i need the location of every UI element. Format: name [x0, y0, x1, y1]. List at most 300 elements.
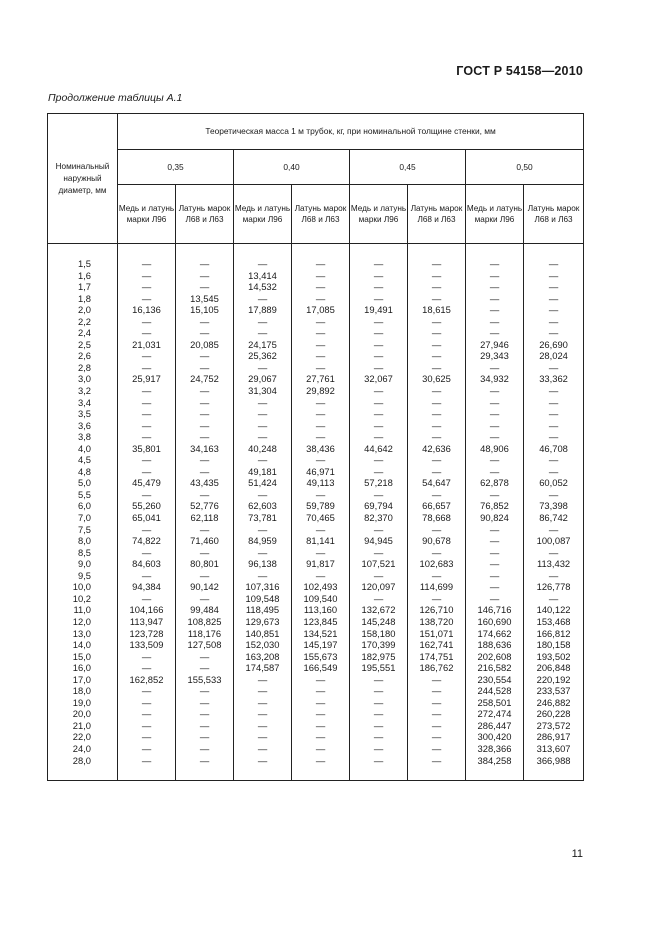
- diameter-cell: 22,0: [48, 731, 118, 743]
- mass-cell: 26,690: [524, 339, 584, 351]
- mass-cell: —: [524, 489, 584, 501]
- mass-cell: 81,141: [292, 535, 350, 547]
- mass-cell: 153,468: [524, 616, 584, 628]
- table-row: [48, 731, 584, 743]
- mass-cell: —: [524, 270, 584, 282]
- mass-cell: —: [118, 697, 176, 709]
- mass-cell: 202,608: [466, 651, 524, 663]
- mass-cell: —: [234, 362, 292, 374]
- mass-cell: —: [234, 258, 292, 270]
- mass-cell: —: [176, 397, 234, 409]
- mass-cell: —: [292, 720, 350, 732]
- table-row: [48, 743, 584, 755]
- mass-cell: —: [234, 743, 292, 755]
- mass-cell: —: [408, 466, 466, 478]
- mass-cell: 129,673: [234, 616, 292, 628]
- mass-cell: —: [350, 697, 408, 709]
- mass-cell: 15,105: [176, 304, 234, 316]
- mass-cell: —: [466, 293, 524, 305]
- table-row: [48, 304, 584, 316]
- diameter-cell: 14,0: [48, 639, 118, 651]
- mass-cell: 313,607: [524, 743, 584, 755]
- mass-cell: 17,889: [234, 304, 292, 316]
- mass-cell: 244,528: [466, 685, 524, 697]
- mass-cell: —: [408, 350, 466, 362]
- mass-cell: —: [350, 258, 408, 270]
- mass-cell: —: [176, 720, 234, 732]
- mass-cell: —: [292, 270, 350, 282]
- mass-cell: 29,892: [292, 385, 350, 397]
- mass-cell: 286,447: [466, 720, 524, 732]
- mass-cell: 127,508: [176, 639, 234, 651]
- mass-cell: 43,435: [176, 477, 234, 489]
- mass-cell: —: [466, 362, 524, 374]
- mass-cell: —: [234, 524, 292, 536]
- material-brass-header: Латунь марок Л68 и Л63: [524, 185, 584, 244]
- mass-cell: —: [466, 408, 524, 420]
- diameter-cell: 18,0: [48, 685, 118, 697]
- mass-cell: —: [292, 327, 350, 339]
- mass-cell: 24,752: [176, 373, 234, 385]
- mass-cell: —: [524, 281, 584, 293]
- mass-cell: 132,672: [350, 604, 408, 616]
- mass-cell: 123,845: [292, 616, 350, 628]
- mass-cell: 57,218: [350, 477, 408, 489]
- mass-cell: 27,761: [292, 373, 350, 385]
- mass-cell: —: [466, 385, 524, 397]
- table-row: [48, 581, 584, 593]
- mass-cell: 102,493: [292, 581, 350, 593]
- mass-cell: —: [292, 743, 350, 755]
- mass-cell: —: [118, 385, 176, 397]
- mass-cell: —: [292, 685, 350, 697]
- mass-cell: —: [234, 697, 292, 709]
- table-row: [48, 720, 584, 732]
- mass-cell: —: [176, 755, 234, 767]
- mass-cell: —: [466, 593, 524, 605]
- mass-cell: —: [292, 674, 350, 686]
- table-row: [48, 674, 584, 686]
- mass-cell: —: [292, 281, 350, 293]
- mass-cell: —: [350, 350, 408, 362]
- mass-cell: —: [408, 547, 466, 559]
- mass-cell: —: [524, 466, 584, 478]
- mass-cell: —: [234, 547, 292, 559]
- mass-cell: 186,762: [408, 662, 466, 674]
- mass-cell: —: [408, 281, 466, 293]
- mass-cell: 286,917: [524, 731, 584, 743]
- mass-cell: —: [350, 362, 408, 374]
- table-row: [48, 628, 584, 640]
- mass-cell: 113,947: [118, 616, 176, 628]
- mass-cell: 170,399: [350, 639, 408, 651]
- mass-cell: 18,615: [408, 304, 466, 316]
- mass-cell: 34,932: [466, 373, 524, 385]
- mass-cell: 180,158: [524, 639, 584, 651]
- mass-cell: —: [292, 339, 350, 351]
- mass-cell: —: [350, 708, 408, 720]
- mass-cell: —: [408, 685, 466, 697]
- mass-cell: —: [466, 547, 524, 559]
- mass-cell: —: [408, 327, 466, 339]
- mass-cell: —: [176, 662, 234, 674]
- mass-cell: —: [176, 420, 234, 432]
- mass-cell: —: [408, 420, 466, 432]
- diameter-cell: 3,6: [48, 420, 118, 432]
- mass-cell: 71,460: [176, 535, 234, 547]
- thickness-header: 0,45: [350, 150, 466, 185]
- mass-cell: —: [524, 362, 584, 374]
- diameter-cell: 5,5: [48, 489, 118, 501]
- mass-cell: —: [118, 327, 176, 339]
- mass-cell: —: [524, 420, 584, 432]
- mass-cell: 174,751: [408, 651, 466, 663]
- diameter-cell: 11,0: [48, 604, 118, 616]
- group-header: Теоретическая масса 1 м трубок, кг, при номинальной толщине стенки, мм: [118, 114, 584, 150]
- table-row: [48, 339, 584, 351]
- diameter-cell: 2,2: [48, 316, 118, 328]
- mass-cell: —: [292, 362, 350, 374]
- mass-cell: —: [234, 293, 292, 305]
- mass-cell: —: [466, 524, 524, 536]
- mass-cell: —: [408, 731, 466, 743]
- mass-cell: —: [118, 420, 176, 432]
- mass-cell: —: [408, 720, 466, 732]
- material-copper-header: Медь и латунь марки Л96: [234, 185, 292, 244]
- diameter-cell: 4,8: [48, 466, 118, 478]
- table-row: [48, 708, 584, 720]
- mass-cell: 52,776: [176, 500, 234, 512]
- mass-cell: 46,971: [292, 466, 350, 478]
- mass-cell: 19,491: [350, 304, 408, 316]
- mass-cell: 14,532: [234, 281, 292, 293]
- mass-cell: —: [466, 397, 524, 409]
- table-row: [48, 489, 584, 501]
- mass-cell: 220,192: [524, 674, 584, 686]
- mass-cell: 246,882: [524, 697, 584, 709]
- mass-cell: 166,549: [292, 662, 350, 674]
- mass-cell: —: [176, 385, 234, 397]
- mass-cell: 49,113: [292, 477, 350, 489]
- mass-cell: —: [408, 454, 466, 466]
- diameter-cell: 10,0: [48, 581, 118, 593]
- mass-cell: 107,316: [234, 581, 292, 593]
- mass-cell: 155,673: [292, 651, 350, 663]
- mass-cell: 49,181: [234, 466, 292, 478]
- mass-cell: 216,582: [466, 662, 524, 674]
- mass-cell: —: [176, 593, 234, 605]
- table-row: [48, 500, 584, 512]
- table-row: [48, 477, 584, 489]
- mass-cell: —: [408, 258, 466, 270]
- mass-cell: —: [350, 270, 408, 282]
- mass-cell: —: [118, 397, 176, 409]
- mass-cell: —: [466, 466, 524, 478]
- diameter-cell: 1,5: [48, 258, 118, 270]
- mass-cell: 328,366: [466, 743, 524, 755]
- mass-cell: —: [292, 524, 350, 536]
- mass-cell: —: [408, 339, 466, 351]
- mass-cell: —: [524, 316, 584, 328]
- mass-cell: —: [118, 593, 176, 605]
- mass-cell: —: [466, 420, 524, 432]
- mass-cell: 120,097: [350, 581, 408, 593]
- mass-cell: —: [176, 697, 234, 709]
- diameter-cell: 4,5: [48, 454, 118, 466]
- material-copper-header: Медь и латунь марки Л96: [118, 185, 176, 244]
- mass-cell: —: [118, 489, 176, 501]
- mass-cell: —: [350, 685, 408, 697]
- thickness-header: 0,35: [118, 150, 234, 185]
- mass-cell: 90,142: [176, 581, 234, 593]
- mass-cell: —: [234, 708, 292, 720]
- mass-cell: 123,728: [118, 628, 176, 640]
- table-row: [48, 316, 584, 328]
- mass-cell: 107,521: [350, 558, 408, 570]
- mass-cell: 195,551: [350, 662, 408, 674]
- mass-cell: 174,587: [234, 662, 292, 674]
- mass-cell: —: [408, 408, 466, 420]
- mass-cell: 160,690: [466, 616, 524, 628]
- mass-cell: 104,166: [118, 604, 176, 616]
- table-row: [48, 685, 584, 697]
- mass-cell: —: [176, 362, 234, 374]
- mass-cell: 118,176: [176, 628, 234, 640]
- mass-cell: —: [524, 431, 584, 443]
- mass-cell: —: [292, 708, 350, 720]
- mass-cell: 162,852: [118, 674, 176, 686]
- mass-cell: —: [118, 570, 176, 582]
- mass-cell: —: [408, 431, 466, 443]
- material-copper-header: Медь и латунь марки Л96: [466, 185, 524, 244]
- mass-cell: 151,071: [408, 628, 466, 640]
- diameter-header: Номинальный наружный диаметр, мм: [48, 114, 118, 244]
- mass-cell: —: [292, 454, 350, 466]
- mass-cell: —: [408, 293, 466, 305]
- mass-cell: —: [176, 281, 234, 293]
- mass-cell: 188,636: [466, 639, 524, 651]
- mass-cell: —: [118, 743, 176, 755]
- diameter-cell: 5,0: [48, 477, 118, 489]
- table-caption: Продолжение таблицы А.1: [48, 92, 183, 104]
- mass-cell: 113,160: [292, 604, 350, 616]
- mass-cell: 366,988: [524, 755, 584, 767]
- mass-cell: —: [118, 408, 176, 420]
- mass-cell: —: [524, 547, 584, 559]
- mass-cell: 60,052: [524, 477, 584, 489]
- mass-cell: 146,716: [466, 604, 524, 616]
- mass-cell: —: [234, 489, 292, 501]
- mass-cell: —: [524, 385, 584, 397]
- mass-cell: —: [176, 408, 234, 420]
- mass-cell: —: [408, 270, 466, 282]
- mass-cell: 114,699: [408, 581, 466, 593]
- mass-cell: 109,540: [292, 593, 350, 605]
- table-row: [48, 558, 584, 570]
- mass-cell: 65,041: [118, 512, 176, 524]
- diameter-cell: 2,0: [48, 304, 118, 316]
- mass-cell: 73,398: [524, 500, 584, 512]
- mass-cell: —: [176, 489, 234, 501]
- mass-cell: 133,509: [118, 639, 176, 651]
- diameter-cell: 3,5: [48, 408, 118, 420]
- mass-cell: —: [292, 420, 350, 432]
- mass-cell: —: [234, 720, 292, 732]
- mass-cell: —: [292, 547, 350, 559]
- mass-cell: 84,603: [118, 558, 176, 570]
- diameter-cell: 8,0: [48, 535, 118, 547]
- mass-cell: —: [524, 327, 584, 339]
- mass-cell: —: [350, 466, 408, 478]
- mass-cell: 44,642: [350, 443, 408, 455]
- mass-cell: 73,781: [234, 512, 292, 524]
- mass-cell: —: [118, 685, 176, 697]
- mass-cell: —: [524, 570, 584, 582]
- table-row: [48, 293, 584, 305]
- mass-cell: 109,548: [234, 593, 292, 605]
- mass-cell: —: [350, 755, 408, 767]
- mass-cell: 162,741: [408, 639, 466, 651]
- material-brass-header: Латунь марок Л68 и Л63: [408, 185, 466, 244]
- mass-cell: 140,851: [234, 628, 292, 640]
- mass-cell: —: [118, 454, 176, 466]
- mass-cell: 155,533: [176, 674, 234, 686]
- mass-cell: 80,801: [176, 558, 234, 570]
- mass-cell: —: [176, 708, 234, 720]
- mass-cell: —: [176, 270, 234, 282]
- mass-cell: 163,208: [234, 651, 292, 663]
- mass-cell: —: [234, 731, 292, 743]
- mass-cell: —: [176, 431, 234, 443]
- mass-cell: —: [524, 454, 584, 466]
- mass-cell: —: [466, 281, 524, 293]
- mass-cell: 16,136: [118, 304, 176, 316]
- diameter-cell: 28,0: [48, 755, 118, 767]
- table-row: [48, 431, 584, 443]
- mass-cell: 62,603: [234, 500, 292, 512]
- table-row: [48, 593, 584, 605]
- mass-cell: —: [292, 316, 350, 328]
- mass-cell: 230,554: [466, 674, 524, 686]
- diameter-cell: 7,0: [48, 512, 118, 524]
- table-row: [48, 466, 584, 478]
- mass-cell: 182,975: [350, 651, 408, 663]
- diameter-cell: 3,2: [48, 385, 118, 397]
- table-row: [48, 697, 584, 709]
- mass-cell: 42,636: [408, 443, 466, 455]
- table-row: [48, 604, 584, 616]
- mass-cell: —: [234, 685, 292, 697]
- mass-cell: 384,258: [466, 755, 524, 767]
- diameter-cell: 3,8: [48, 431, 118, 443]
- material-copper-header: Медь и латунь марки Л96: [350, 185, 408, 244]
- mass-cell: —: [466, 570, 524, 582]
- mass-cell: —: [234, 420, 292, 432]
- mass-cell: —: [408, 524, 466, 536]
- mass-cell: 258,501: [466, 697, 524, 709]
- mass-cell: —: [176, 524, 234, 536]
- table-header: [48, 114, 584, 244]
- diameter-cell: 8,5: [48, 547, 118, 559]
- mass-cell: —: [350, 743, 408, 755]
- mass-cell: —: [176, 350, 234, 362]
- mass-cell: 66,657: [408, 500, 466, 512]
- mass-cell: —: [350, 720, 408, 732]
- mass-cell: —: [350, 731, 408, 743]
- mass-cell: 76,852: [466, 500, 524, 512]
- mass-cell: —: [176, 685, 234, 697]
- mass-cell: 25,917: [118, 373, 176, 385]
- table-bottom-row: [48, 766, 584, 781]
- mass-cell: 38,436: [292, 443, 350, 455]
- mass-cell: —: [118, 281, 176, 293]
- mass-cell: —: [176, 651, 234, 663]
- mass-cell: 102,683: [408, 558, 466, 570]
- mass-cell: 126,710: [408, 604, 466, 616]
- diameter-cell: 2,5: [48, 339, 118, 351]
- mass-cell: —: [234, 755, 292, 767]
- mass-cell: —: [118, 258, 176, 270]
- diameter-cell: 3,4: [48, 397, 118, 409]
- diameter-cell: 19,0: [48, 697, 118, 709]
- mass-cell: —: [408, 674, 466, 686]
- mass-cell: —: [408, 708, 466, 720]
- mass-cell: 90,824: [466, 512, 524, 524]
- mass-cell: —: [466, 431, 524, 443]
- mass-cell: —: [350, 489, 408, 501]
- mass-cell: —: [118, 524, 176, 536]
- table-row: [48, 535, 584, 547]
- mass-cell: —: [466, 558, 524, 570]
- mass-cell: —: [350, 385, 408, 397]
- mass-cell: —: [118, 755, 176, 767]
- table-row: [48, 362, 584, 374]
- diameter-cell: 24,0: [48, 743, 118, 755]
- mass-cell: —: [292, 431, 350, 443]
- mass-cell: 86,742: [524, 512, 584, 524]
- mass-cell: —: [234, 570, 292, 582]
- mass-cell: 273,572: [524, 720, 584, 732]
- mass-cell: 51,424: [234, 477, 292, 489]
- mass-cell: —: [408, 755, 466, 767]
- mass-cell: —: [176, 731, 234, 743]
- table-row: [48, 454, 584, 466]
- mass-cell: 100,087: [524, 535, 584, 547]
- diameter-cell: 17,0: [48, 674, 118, 686]
- mass-cell: 32,067: [350, 373, 408, 385]
- table-row: [48, 350, 584, 362]
- mass-cell: 46,708: [524, 443, 584, 455]
- diameter-cell: 2,4: [48, 327, 118, 339]
- mass-cell: 272,474: [466, 708, 524, 720]
- page-number: 11: [571, 848, 583, 860]
- table-row: [48, 258, 584, 270]
- mass-cell: —: [408, 316, 466, 328]
- mass-cell: 62,878: [466, 477, 524, 489]
- table-row: [48, 385, 584, 397]
- diameter-cell: 9,5: [48, 570, 118, 582]
- mass-cell: 113,432: [524, 558, 584, 570]
- mass-cell: 29,067: [234, 373, 292, 385]
- mass-cell: 25,362: [234, 350, 292, 362]
- mass-cell: 34,163: [176, 443, 234, 455]
- mass-cell: —: [118, 547, 176, 559]
- mass-cell: —: [350, 420, 408, 432]
- mass-cell: —: [466, 581, 524, 593]
- mass-cell: —: [292, 258, 350, 270]
- mass-cell: —: [350, 431, 408, 443]
- mass-cell: —: [466, 258, 524, 270]
